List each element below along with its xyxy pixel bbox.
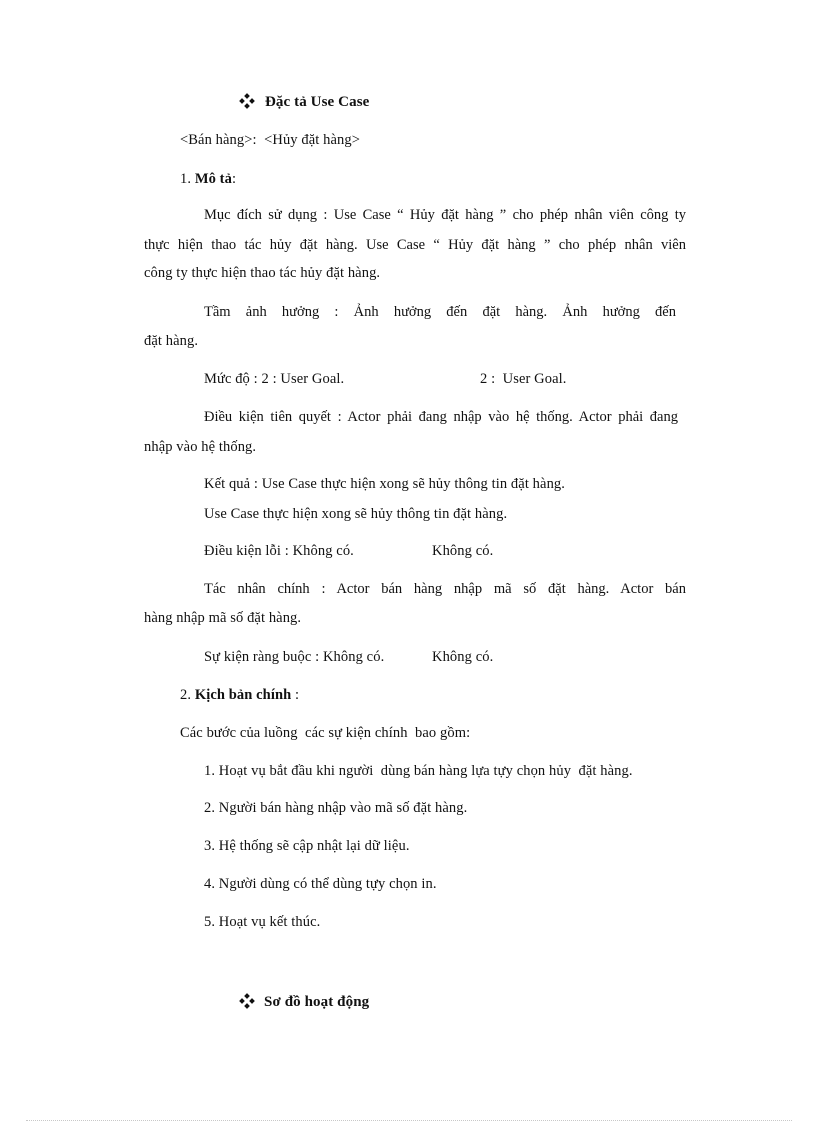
scenario-step-4: 4. Người dùng có thể dùng tựy chọn in.	[204, 876, 437, 892]
diamond-bullet-icon	[240, 94, 254, 108]
main-scenario-label: Kịch bản chính	[194, 687, 292, 703]
scenario-step-1: 1. Hoạt vụ bắt đầu khi người dùng bán hàng lựa tựy chọn hủy đặt hàng.	[204, 763, 633, 779]
scenario-step-2: 2. Người bán hàng nhập vào mã số đặt hàng.	[204, 800, 468, 816]
section-title-usecase-spec: Đặc tả Use Case	[265, 94, 370, 110]
precondition-line-2: nhập vào hệ thống.	[144, 439, 257, 455]
impact-line-2: đặt hàng.	[144, 333, 199, 349]
usecase-header: <Bán hàng>: <Hủy đặt hàng>	[180, 132, 360, 148]
description-label: Mô tả	[194, 171, 232, 187]
precondition-line-1: Điều kiện tiên quyết : Actor phải đang nhập vào hệ thống. Actor phải đang	[204, 409, 678, 425]
result-line-2: Use Case thực hiện xong sẽ hủy thông tin đặt hàng.	[204, 506, 508, 522]
diamond-bullet-icon	[240, 994, 254, 1008]
primary-actor-line-1: Tác nhân chính : Actor bán hàng nhập mã số đặt hàng. Actor bán	[204, 581, 686, 597]
main-scenario-heading	[180, 686, 299, 704]
main-scenario-intro: Các bước của luồng các sự kiện chính bao gồm:	[180, 725, 471, 741]
main-scenario-colon: :	[291, 687, 300, 703]
purpose-line-2: thực hiện thao tác hủy đặt hàng. Use Case “ Hủy đặt hàng ” cho phép nhân viên	[144, 237, 686, 253]
purpose-line-3: công ty thực hiện thao tác hủy đặt hàng.	[144, 265, 381, 281]
description-number: 1.	[180, 171, 195, 187]
main-scenario-number: 2.	[180, 687, 195, 703]
error-condition-label: Điều kiện lỗi : Không có.	[204, 543, 354, 559]
level-label: Mức độ : 2 : User Goal.	[204, 371, 345, 387]
description-colon: :	[231, 171, 237, 187]
constraint-value: Không có.	[432, 649, 494, 665]
impact-line-1: Tầm ảnh hưởng : Ảnh hưởng đến đặt hàng. Ảnh hưởng đến	[204, 304, 676, 320]
level-value: 2 : User Goal.	[480, 371, 567, 387]
purpose-line-1: Mục đích sử dụng : Use Case “ Hủy đặt hàng ” cho phép nhân viên công ty	[204, 207, 686, 223]
constraint-label: Sự kiện ràng buộc : Không có.	[204, 649, 385, 665]
section-title-activity-diagram: Sơ đồ hoạt động	[264, 994, 370, 1010]
result-line-1: Kết quả : Use Case thực hiện xong sẽ hủy thông tin đặt hàng.	[204, 476, 565, 492]
primary-actor-line-2: hàng nhập mã số đặt hàng.	[144, 610, 302, 626]
error-condition-value: Không có.	[432, 543, 494, 559]
scenario-step-5: 5. Hoạt vụ kết thúc.	[204, 914, 321, 930]
page-boundary-divider	[26, 1120, 792, 1121]
description-heading	[180, 170, 236, 188]
scenario-step-3: 3. Hệ thống sẽ cập nhật lại dữ liệu.	[204, 838, 410, 854]
